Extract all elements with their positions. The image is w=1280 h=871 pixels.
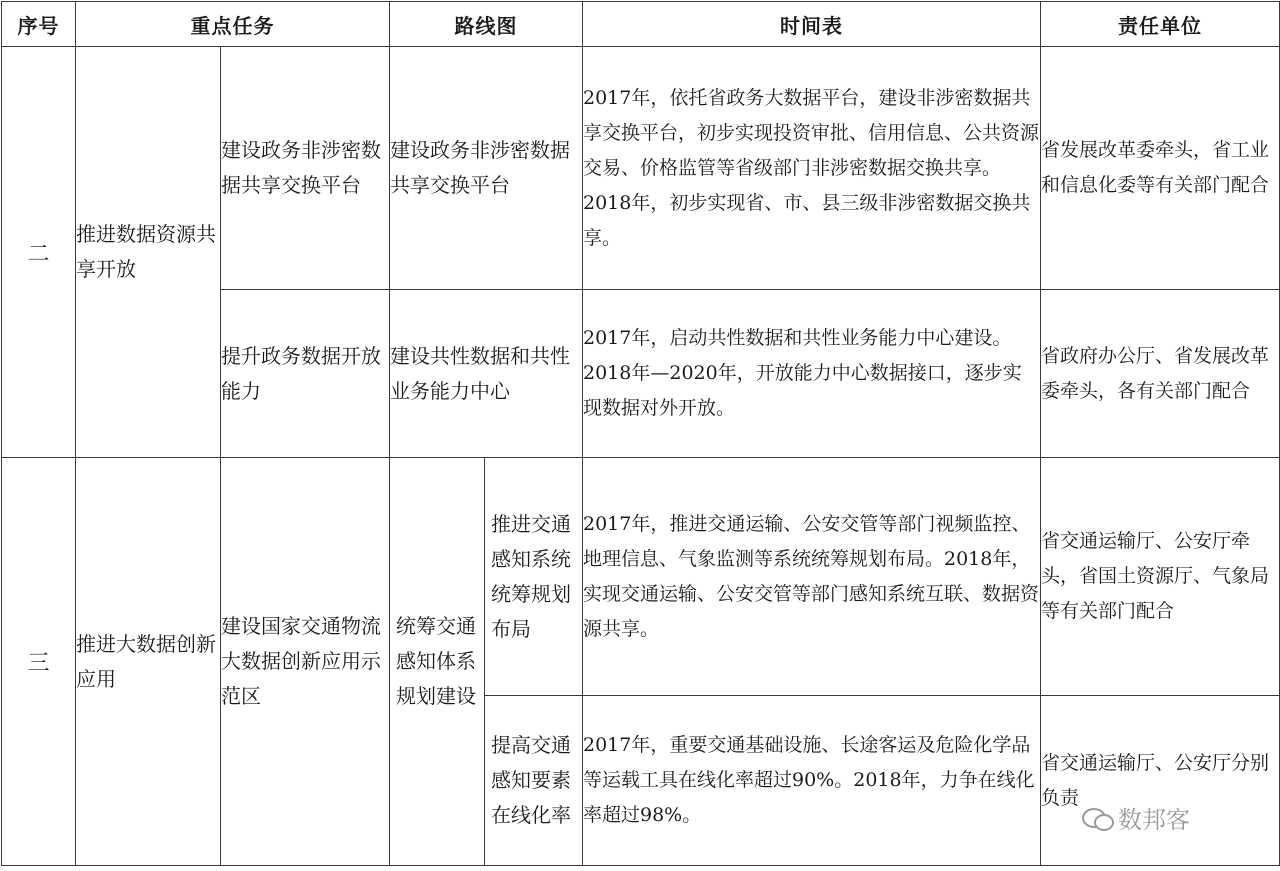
- header-task: 重点任务: [76, 2, 390, 47]
- seq-cell: 三: [2, 458, 76, 866]
- watermark-text: 数邦客: [1118, 806, 1190, 834]
- task-cell: 推进数据资源共享开放: [76, 47, 221, 458]
- wechat-icon: [1082, 806, 1112, 830]
- timeline-cell: 2017年，启动共性数据和共性业务能力中心建设。2018年—2020年，开放能力中心数据接口，逐步实现数据对外开放。: [583, 290, 1041, 458]
- table-row: [2, 458, 1280, 696]
- table-row: [2, 47, 1280, 290]
- header-row: [2, 2, 1280, 47]
- unit-cell: 省交通运输厅、公安厅牵头，省国土资源厅、气象局等有关部门配合: [1041, 458, 1280, 696]
- header-seq: 序号: [2, 2, 76, 47]
- roadmap-cell: 建设共性数据和共性业务能力中心: [390, 290, 583, 458]
- subtask-cell: 建设政务非涉密数据共享交换平台: [221, 47, 390, 290]
- subroad-cell: 提高交通感知要素在线化率: [485, 696, 583, 866]
- task-cell: 推进大数据创新应用: [76, 458, 221, 866]
- roadmap-cell: 建设政务非涉密数据共享交换平台: [390, 47, 583, 290]
- unit-cell: 省政府办公厅、省发展改革委牵头，各有关部门配合: [1041, 290, 1280, 458]
- subtask-cell: 建设国家交通物流大数据创新应用示范区: [221, 458, 390, 866]
- header-timeline: 时间表: [583, 2, 1041, 47]
- header-unit: 责任单位: [1041, 2, 1280, 47]
- seq-cell: 二: [2, 47, 76, 458]
- roadmap-cell: 统筹交通感知体系规划建设: [390, 458, 485, 866]
- subroad-cell: 推进交通感知系统统筹规划布局: [485, 458, 583, 696]
- watermark: [1082, 800, 1190, 835]
- subtask-cell: 提升政务数据开放能力: [221, 290, 390, 458]
- timeline-cell: 2017年，依托省政务大数据平台，建设非涉密数据共享交换平台，初步实现投资审批、信用信息、公共资源交易、价格监管等省级部门非涉密数据交换共享。2018年，初步实现省、市、县三级非涉密数据交换共享。: [583, 47, 1041, 290]
- timeline-cell: 2017年，重要交通基础设施、长途客运及危险化学品等运载工具在线化率超过90%。2018年，力争在线化率超过98%。: [583, 696, 1041, 866]
- unit-cell: 省交通运输厅、公安厅分别负责: [1041, 696, 1280, 866]
- header-roadmap: 路线图: [390, 2, 583, 47]
- timeline-cell: 2017年，推进交通运输、公安交管等部门视频监控、地理信息、气象监测等系统统筹规划布局。2018年，实现交通运输、公安交管等部门感知系统互联、数据资源共享。: [583, 458, 1041, 696]
- unit-cell: 省发展改革委牵头，省工业和信息化委等有关部门配合: [1041, 47, 1280, 290]
- task-table: [1, 1, 1280, 866]
